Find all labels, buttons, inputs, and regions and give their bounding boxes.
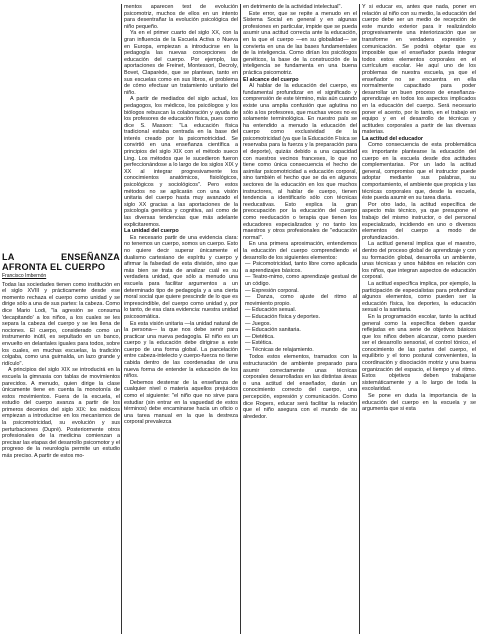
paragraph: Debemos desterrar de la enseñanza de cualquier nivel o materia aquellos prejuicios como el siguiente: "el niño que no sirve para estudiar (sin entrar en la vaguedad de estos términos) debe encaminarse hacia un oficio o una tarea manual en la que la destreza corporal prevalezca — [124, 379, 238, 426]
paragraph: La actitud específica implica, por ejemplo, la participación de especialistas para profundizar algunos elementos, como pueden ser la educación física, los deportes, la educación sexual o la sanitaria. — [362, 280, 476, 314]
column-rule — [121, 4, 122, 634]
column-rule — [359, 4, 360, 634]
section-heading: El alcance del cuerpo — [243, 76, 299, 83]
list-item: — Expresión corporal. — [245, 287, 299, 294]
list-item: — Educación sexual. — [245, 307, 297, 314]
column-2 — [124, 4, 238, 634]
paragraph: Todas las sociedades tienen como institución en el siglo XVIII y prácticamente desde ese momento rechaza el cuerpo como unidad y se dirige sólo a una de sus partes: la cabeza. Como dice Mario Lodi, "la agresión se consuma 'decapitando' a los niños, a los cuales se les separa la cabeza del cuerpo y se les llena de nociones. El cuerpo, considerado como un instrumento inútil, es sepultado en un banco, envuelto en delantales iguales para todos, sobre los cuales, en muchas escuelas, la tradición colgaba, como una guirnalda, un lazo grande y ridículo". — [2, 281, 120, 367]
paragraph: Todos estos elementos, tramados con la estructuración de ambiente preparado para asumir correctamente unas técnicas corporales desarrolladas en las distintas áreas o una actitud del enseñador, darán un conocimiento correcto del cuerpo, una percepción, expresión y comunicación. Como dice Rogers, educar será facilitar la relación que el niño asegura con el mundo de su alrededor. — [243, 354, 357, 420]
article-title: LA ENSEÑANZA AFRONTA EL CUERPO — [2, 252, 120, 272]
article-byline: Francisco Imbernón — [2, 273, 47, 279]
column-rule — [240, 4, 241, 634]
paragraph: Es necesario partir de una evidencia clara: no tenemos un cuerpo, somos un cuerpo. Esto no quiere decir superar únicamente el dualismo cartesiano de espíritu y cuerpo y afirmar la falsedad de esta división, sino que más bien se trata de analizar cuál es su verdadera unidad, que sólo a menudo una escuela para facilitar argumentos a un determinado tipo de pedagogía y a una cierta moral social que quiere prescindir de lo que es imprescindible, del cuerpo como unidad y, por lo tanto, de esa clara evidencia: nuestra unidad psicosomática. — [124, 234, 238, 320]
paragraph: mentos aparecen test de evolución psicomotriz, muchos de ellos en un intento para desentrañar la evolución psicológica del niño pequeño. — [124, 4, 238, 30]
list-item: — Educación sanitaria. — [245, 327, 301, 334]
paragraph: Ya en el primer cuarto del siglo XX, con la gran influencia de la Escuela Activa o Nueva en Europa, empiezan a introducirse en la pedagogía las nuevas concepciones de educación del cuerpo. Por ejemplo, las aportaciones de Freinet, Montessori, Decroly, Bovet, Claparède, que se plantean, tanto en sus escuelas como en sus libros, el problema de cómo efectuar un tratamiento unitario del niño. — [124, 30, 238, 96]
paragraph: En una primera aproximación, entendemos la educación del cuerpo comprendiendo el desarrollo de los siguientes elementos: — [243, 241, 357, 261]
section-heading: La actitud del educador — [362, 135, 424, 142]
list-item: — Estética. — [245, 340, 273, 347]
list-item: — Psicomotricidad, tanto libre como aplicada a aprendizajes básicos. — [245, 261, 357, 274]
list-item: — Técnicas de relajamiento. — [245, 346, 314, 353]
list-item: — Juegos. — [245, 320, 271, 327]
paragraph: Este error, que se repite a menudo en el Sistema Social en general y en algunas profesiones en particular, impide que se pueda asumir una actitud correcta ante la educación, en la que el cuerpo —en su globalidad— se convierta en una de las bases fundamentales de la inteligencia. Como dirían los psicólogos genéticos, la base de la construcción de la inteligencia se fundamenta en una buena práctica psicomotriz. — [243, 10, 357, 76]
paragraph: A partir de mediados del siglo actual, los pedagogos, los médicos, los psicólogos y los biólogos rebuscan la colaboración y ayuda de los profesores de educación física, pues como dice S. Masson: "La educación física tradicional estaba centrada en la base del interés creado por la psicomotricidad. Se convirtió en una enseñanza científica a principios del siglo XIX con el método sueco Ling. Los métodos que le sucedieron fueron perfeccionándose a lo largo de los siglos XIX y XX al integrar progresivamente los conocimientos anatómicos, fisiológicos, psicológicos y sociológicos". Pero estos métodos no se aplicarán con una visión unitaria del cuerpo hasta muy avanzado el siglo XX gracias a las aportaciones de la psicología genética y cognitiva, así como de las diversas tendencias que más adelante explicitaremos. — [124, 96, 238, 228]
paragraph: Se pone en duda la importancia de la educación del cuerpo en la escuela y se argumenta que si esta — [362, 393, 476, 413]
paragraph: La actitud general implica que el maestro, dentro del proceso global de aprendizaje y con su formación global, desarrolla un ambiente, unas técnicas y unos hábitos en relación con los niños, que integran aspectos de educación corporal. — [362, 241, 476, 281]
paragraph: Por otro lado, la actitud específica de aspecto más técnico, ya que presupone el trabajo del mismo instructor, o del personal especializado, incidiendo en uno o diversos elementos del cuerpo a modo de profundización. — [362, 201, 476, 241]
paragraph: Y si educar es, antes que nada, poner en relación al niño con su medio, la educación del cuerpo debe ser un medio de recepción de este mundo exterior para ir realizándolo progresivamente una interiorización que se transforme en verdadera expresión y comunicación. Se podrá objetar que es imposible que el enseñador pueda integrar todos estos elementos corporales en el currículum escolar. He aquí uno de los problemas de nuestra escuela, ya que el enseñador no se encuentra en ella normalmente capacitado para poder desarrollar un buen proceso de enseñanza-aprendizaje en todos los aspectos implicados en la educación del cuerpo. Será necesario poner el acento, por lo tanto, en el trabajo en equipo y en el desarrollo de técnicas y actitudes corporales a partir de las diversas materias. — [362, 4, 476, 136]
list-item: — Educación física y deportes. — [245, 313, 320, 320]
paragraph: A principios del siglo XIX se introducirá en la escuela la gimnasia con tablas de movimientos parecidos. A menudo, quien dirige la clase únicamente tiene en cuenta la monotonía de estos movimientos. Fuera de la escuela, el estudio del cuerpo avanza a partir de los primeros decenios del siglo XIX: los médicos empiezan a introducirse en los mecanismos de la psicomotricidad, su evolución y sus perturbaciones (Dupré). Posteriormente otros profesionales de la medicina comienzan a precisar las etapas del desarrollo psicomotor y el progreso de la neurología permite un estudio más preciso. A partir de estos mo- — [2, 367, 120, 460]
paragraph: En la programación escolar, tanto la actitud general como la específica deben quedar reflejadas en una serie de objetivos básicos que los niños deben alcanzar, como pueden ser el desarrollo sensorial, el control tónico, el conocimiento de las partes del cuerpo, el equilibrio y el tono postural convenientes, la coordinación y disociación motriz y una buena organización del espacio, el tiempo y el ritmo. Estos objetivos deben trabajarse sistemáticamente y a lo largo de toda la escolaridad. — [362, 313, 476, 393]
paragraph: Al hablar de la educación del cuerpo, es fundamental profundizar en el significado y comprensión de este término, más aún cuando existe una amplia confusión que aglutina no sólo a los profesores, que muchas veces no es solamente terminológica. En nuestro país se ha entendido a menudo la educación del cuerpo como exclusividad de la psicomotricidad (ya que la Educación Física se reservaba para la fuerza y la preparación para el deporte), quizás debido a una capacidad con nuestros vecinos franceses, lo que no tiene como única consecuencia el hecho de asimilar psicomotricidad a educación corporal, sino también el hecho que se da en algunos sectores de la educación en los que muchos instructores, al hablar de cuerpo, tienen tendencia a identificarlo sólo con técnicas reeducativas. Esto explica la gran preocupación por la educación del cuerpo como reeducación o terapia que tienen los educadores especializados y no tanto los maestros y otros profesionales de "educación normal". — [243, 83, 357, 241]
paragraph: Es esta visión unitaria —la unidad natural de la persona— la que nos debe servir para practicar una nueva pedagogía. El niño es un cuerpo y la educación debe dirigirse a este cuerpo de una forma global. La parcelación entre cabeza-intelecto y cuerpo-fuerza no tiene cabida dentro de las coordenadas de una nueva forma de entender la educación de los niños. — [124, 320, 238, 380]
section-heading: La unidad del cuerpo — [124, 228, 179, 235]
column-4 — [362, 4, 476, 634]
paragraph: Como consecuencia de esta problemática es importante plantearse la educación del cuerpo en la escuela desde dos actitudes complementarias. Por un lado la actitud general, compromiso que el instructor puede adoptar mediante sus palabras, su comportamiento, el ambiente que propicia y las técnicas corporales que, desde la escuela, éste pueda asumir en su tarea diaria. — [362, 142, 476, 202]
list-item: — Danza, como ajuste del ritmo al movimiento propio. — [245, 294, 357, 307]
column-3 — [243, 4, 357, 634]
list-item: — Dietética. — [245, 333, 275, 340]
list-item: — Teatro-mimo, como aprendizaje gestual de un código. — [245, 274, 357, 287]
column-1 — [2, 4, 120, 634]
element-list — [245, 261, 357, 353]
paragraph: en detrimento de la actividad intelectual". — [243, 4, 342, 10]
